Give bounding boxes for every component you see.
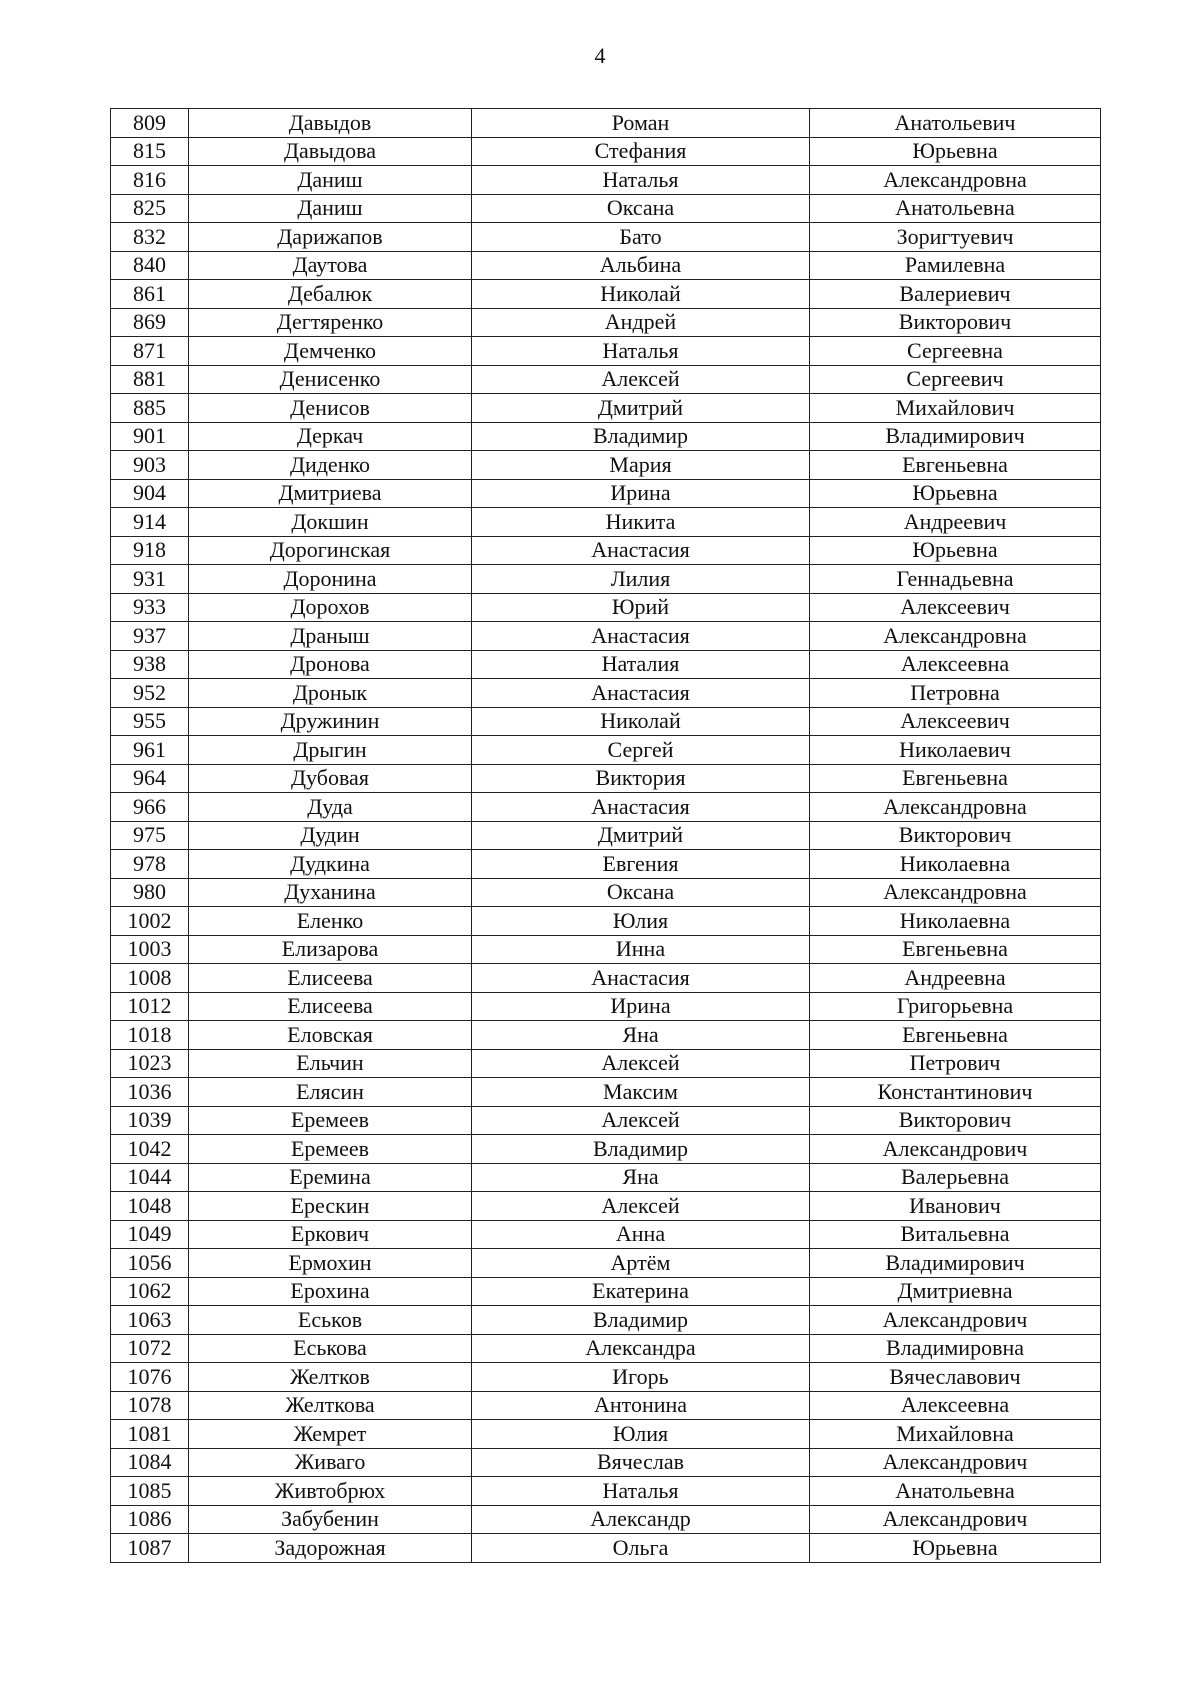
surname-cell: Дегтяренко [189, 308, 472, 337]
given-name-cell: Анастасия [472, 964, 810, 993]
table-row [111, 1192, 1101, 1221]
given-name-cell: Бато [472, 223, 810, 252]
patronymic-cell: Владимирович [810, 1249, 1101, 1278]
row-number-cell: 975 [111, 821, 189, 850]
row-number-cell: 1086 [111, 1505, 189, 1534]
patronymic-cell: Дмитриевна [810, 1277, 1101, 1306]
row-number-cell: 1003 [111, 935, 189, 964]
table-row [111, 992, 1101, 1021]
given-name-cell: Никита [472, 508, 810, 537]
patronymic-cell: Владимирович [810, 422, 1101, 451]
row-number-cell: 816 [111, 166, 189, 195]
given-name-cell: Яна [472, 1163, 810, 1192]
surname-cell: Дронова [189, 650, 472, 679]
given-name-cell: Дмитрий [472, 821, 810, 850]
given-name-cell: Дмитрий [472, 394, 810, 423]
given-name-cell: Юрий [472, 593, 810, 622]
table-row [111, 565, 1101, 594]
row-number-cell: 840 [111, 251, 189, 280]
given-name-cell: Юлия [472, 907, 810, 936]
patronymic-cell: Александрович [810, 1135, 1101, 1164]
surname-cell: Живаго [189, 1448, 472, 1477]
surname-cell: Дубовая [189, 764, 472, 793]
row-number-cell: 1044 [111, 1163, 189, 1192]
given-name-cell: Анна [472, 1220, 810, 1249]
table-row [111, 1477, 1101, 1506]
patronymic-cell: Викторович [810, 308, 1101, 337]
surname-cell: Елизарова [189, 935, 472, 964]
patronymic-cell: Евгеньевна [810, 764, 1101, 793]
surname-cell: Задорожная [189, 1534, 472, 1563]
patronymic-cell: Рамилевна [810, 251, 1101, 280]
row-number-cell: 815 [111, 137, 189, 166]
surname-cell: Еськов [189, 1306, 472, 1335]
surname-cell: Елясин [189, 1078, 472, 1107]
given-name-cell: Андрей [472, 308, 810, 337]
surname-cell: Дружинин [189, 707, 472, 736]
given-name-cell: Оксана [472, 194, 810, 223]
patronymic-cell: Александровна [810, 878, 1101, 907]
patronymic-cell: Валериевич [810, 280, 1101, 309]
table-row [111, 365, 1101, 394]
patronymic-cell: Александрович [810, 1306, 1101, 1335]
row-number-cell: 980 [111, 878, 189, 907]
patronymic-cell: Михайловна [810, 1420, 1101, 1449]
row-number-cell: 1012 [111, 992, 189, 1021]
table-row [111, 479, 1101, 508]
patronymic-cell: Евгеньевна [810, 451, 1101, 480]
row-number-cell: 1036 [111, 1078, 189, 1107]
given-name-cell: Вячеслав [472, 1448, 810, 1477]
patronymic-cell: Александрович [810, 1448, 1101, 1477]
surname-cell: Еленко [189, 907, 472, 936]
row-number-cell: 1039 [111, 1106, 189, 1135]
row-number-cell: 901 [111, 422, 189, 451]
table-row [111, 422, 1101, 451]
given-name-cell: Ирина [472, 479, 810, 508]
table-row [111, 1135, 1101, 1164]
patronymic-cell: Николаевна [810, 907, 1101, 936]
surname-cell: Ерохина [189, 1277, 472, 1306]
patronymic-cell: Петровна [810, 679, 1101, 708]
patronymic-cell: Алексеевна [810, 1391, 1101, 1420]
patronymic-cell: Александровна [810, 622, 1101, 651]
patronymic-cell: Александрович [810, 1505, 1101, 1534]
given-name-cell: Лилия [472, 565, 810, 594]
row-number-cell: 809 [111, 109, 189, 138]
row-number-cell: 861 [111, 280, 189, 309]
given-name-cell: Алексей [472, 1192, 810, 1221]
surname-cell: Забубенин [189, 1505, 472, 1534]
patronymic-cell: Александровна [810, 793, 1101, 822]
table-row [111, 337, 1101, 366]
patronymic-cell: Анатольевич [810, 109, 1101, 138]
surname-cell: Желткова [189, 1391, 472, 1420]
table-row [111, 707, 1101, 736]
row-number-cell: 903 [111, 451, 189, 480]
surname-cell: Докшин [189, 508, 472, 537]
given-name-cell: Александра [472, 1334, 810, 1363]
row-number-cell: 1063 [111, 1306, 189, 1335]
surname-cell: Дорохов [189, 593, 472, 622]
table-row [111, 850, 1101, 879]
table-row [111, 764, 1101, 793]
patronymic-cell: Юрьевна [810, 137, 1101, 166]
row-number-cell: 978 [111, 850, 189, 879]
table-row [111, 793, 1101, 822]
given-name-cell: Алексей [472, 365, 810, 394]
row-number-cell: 933 [111, 593, 189, 622]
table-row [111, 394, 1101, 423]
surname-cell: Демченко [189, 337, 472, 366]
given-name-cell: Мария [472, 451, 810, 480]
given-name-cell: Анастасия [472, 679, 810, 708]
row-number-cell: 1018 [111, 1021, 189, 1050]
row-number-cell: 918 [111, 536, 189, 565]
row-number-cell: 1076 [111, 1363, 189, 1392]
row-number-cell: 1084 [111, 1448, 189, 1477]
patronymic-cell: Зоригтуевич [810, 223, 1101, 252]
table-row [111, 223, 1101, 252]
table-row [111, 736, 1101, 765]
surname-cell: Елисеева [189, 964, 472, 993]
row-number-cell: 1087 [111, 1534, 189, 1563]
surname-cell: Диденко [189, 451, 472, 480]
given-name-cell: Юлия [472, 1420, 810, 1449]
row-number-cell: 869 [111, 308, 189, 337]
surname-cell: Елисеева [189, 992, 472, 1021]
row-number-cell: 914 [111, 508, 189, 537]
patronymic-cell: Анатольевна [810, 194, 1101, 223]
given-name-cell: Николай [472, 280, 810, 309]
row-number-cell: 931 [111, 565, 189, 594]
given-name-cell: Максим [472, 1078, 810, 1107]
surname-cell: Ерескин [189, 1192, 472, 1221]
patronymic-cell: Сергеевна [810, 337, 1101, 366]
patronymic-cell: Геннадьевна [810, 565, 1101, 594]
given-name-cell: Оксана [472, 878, 810, 907]
patronymic-cell: Николаевич [810, 736, 1101, 765]
row-number-cell: 871 [111, 337, 189, 366]
patronymic-cell: Юрьевна [810, 536, 1101, 565]
row-number-cell: 966 [111, 793, 189, 822]
patronymic-cell: Викторович [810, 821, 1101, 850]
row-number-cell: 904 [111, 479, 189, 508]
table-row [111, 1249, 1101, 1278]
given-name-cell: Антонина [472, 1391, 810, 1420]
row-number-cell: 1008 [111, 964, 189, 993]
surname-cell: Даниш [189, 166, 472, 195]
surname-cell: Драныш [189, 622, 472, 651]
surname-cell: Еркович [189, 1220, 472, 1249]
surname-cell: Жемрет [189, 1420, 472, 1449]
table-row [111, 1420, 1101, 1449]
surname-cell: Еремина [189, 1163, 472, 1192]
row-number-cell: 1081 [111, 1420, 189, 1449]
table-row [111, 1391, 1101, 1420]
table-row [111, 137, 1101, 166]
table-row [111, 1334, 1101, 1363]
given-name-cell: Артём [472, 1249, 810, 1278]
given-name-cell: Роман [472, 109, 810, 138]
row-number-cell: 1023 [111, 1049, 189, 1078]
table-row [111, 1163, 1101, 1192]
patronymic-cell: Григорьевна [810, 992, 1101, 1021]
table-row [111, 935, 1101, 964]
patronymic-cell: Владимировна [810, 1334, 1101, 1363]
row-number-cell: 832 [111, 223, 189, 252]
row-number-cell: 1049 [111, 1220, 189, 1249]
row-number-cell: 955 [111, 707, 189, 736]
surname-cell: Дебалюк [189, 280, 472, 309]
patronymic-cell: Александровна [810, 166, 1101, 195]
surname-cell: Ельчин [189, 1049, 472, 1078]
patronymic-cell: Валерьевна [810, 1163, 1101, 1192]
row-number-cell: 964 [111, 764, 189, 793]
surname-cell: Давыдова [189, 137, 472, 166]
given-name-cell: Наталия [472, 650, 810, 679]
roster-table [110, 108, 1101, 1563]
table-row [111, 878, 1101, 907]
given-name-cell: Виктория [472, 764, 810, 793]
surname-cell: Даниш [189, 194, 472, 223]
patronymic-cell: Иванович [810, 1192, 1101, 1221]
patronymic-cell: Алексеевна [810, 650, 1101, 679]
given-name-cell: Евгения [472, 850, 810, 879]
patronymic-cell: Вячеславович [810, 1363, 1101, 1392]
given-name-cell: Николай [472, 707, 810, 736]
given-name-cell: Ольга [472, 1534, 810, 1563]
row-number-cell: 885 [111, 394, 189, 423]
given-name-cell: Игорь [472, 1363, 810, 1392]
patronymic-cell: Юрьевна [810, 479, 1101, 508]
patronymic-cell: Анатольевна [810, 1477, 1101, 1506]
patronymic-cell: Петрович [810, 1049, 1101, 1078]
table-row [111, 1049, 1101, 1078]
table-row [111, 451, 1101, 480]
row-number-cell: 938 [111, 650, 189, 679]
surname-cell: Дуда [189, 793, 472, 822]
roster-table-body [111, 109, 1101, 1563]
row-number-cell: 952 [111, 679, 189, 708]
row-number-cell: 961 [111, 736, 189, 765]
patronymic-cell: Алексеевич [810, 707, 1101, 736]
surname-cell: Еськова [189, 1334, 472, 1363]
table-row [111, 1505, 1101, 1534]
table-row [111, 1306, 1101, 1335]
table-row [111, 622, 1101, 651]
table-row [111, 1363, 1101, 1392]
surname-cell: Дарижапов [189, 223, 472, 252]
given-name-cell: Алексей [472, 1106, 810, 1135]
surname-cell: Деркач [189, 422, 472, 451]
patronymic-cell: Константинович [810, 1078, 1101, 1107]
given-name-cell: Анастасия [472, 793, 810, 822]
table-row [111, 109, 1101, 138]
table-row [111, 1021, 1101, 1050]
surname-cell: Денисенко [189, 365, 472, 394]
table-row [111, 194, 1101, 223]
given-name-cell: Анастасия [472, 622, 810, 651]
table-row [111, 1078, 1101, 1107]
table-row [111, 308, 1101, 337]
surname-cell: Еловская [189, 1021, 472, 1050]
surname-cell: Давыдов [189, 109, 472, 138]
surname-cell: Духанина [189, 878, 472, 907]
given-name-cell: Яна [472, 1021, 810, 1050]
table-row [111, 650, 1101, 679]
surname-cell: Дудкина [189, 850, 472, 879]
patronymic-cell: Андреевич [810, 508, 1101, 537]
row-number-cell: 1056 [111, 1249, 189, 1278]
patronymic-cell: Михайлович [810, 394, 1101, 423]
surname-cell: Дрыгин [189, 736, 472, 765]
row-number-cell: 825 [111, 194, 189, 223]
surname-cell: Еремеев [189, 1106, 472, 1135]
row-number-cell: 1062 [111, 1277, 189, 1306]
table-row [111, 280, 1101, 309]
surname-cell: Денисов [189, 394, 472, 423]
table-row [111, 166, 1101, 195]
page-number: 4 [594, 43, 606, 68]
row-number-cell: 937 [111, 622, 189, 651]
table-row [111, 508, 1101, 537]
given-name-cell: Александр [472, 1505, 810, 1534]
surname-cell: Желтков [189, 1363, 472, 1392]
row-number-cell: 1072 [111, 1334, 189, 1363]
table-row [111, 907, 1101, 936]
given-name-cell: Владимир [472, 1306, 810, 1335]
given-name-cell: Алексей [472, 1049, 810, 1078]
given-name-cell: Владимир [472, 1135, 810, 1164]
table-row [111, 679, 1101, 708]
row-number-cell: 1085 [111, 1477, 189, 1506]
row-number-cell: 1002 [111, 907, 189, 936]
table-row [111, 1277, 1101, 1306]
row-number-cell: 1078 [111, 1391, 189, 1420]
surname-cell: Дудин [189, 821, 472, 850]
row-number-cell: 1048 [111, 1192, 189, 1221]
table-row [111, 1448, 1101, 1477]
patronymic-cell: Витальевна [810, 1220, 1101, 1249]
given-name-cell: Наталья [472, 1477, 810, 1506]
patronymic-cell: Викторович [810, 1106, 1101, 1135]
given-name-cell: Альбина [472, 251, 810, 280]
patronymic-cell: Евгеньевна [810, 935, 1101, 964]
table-row [111, 1106, 1101, 1135]
surname-cell: Дмитриева [189, 479, 472, 508]
surname-cell: Дронык [189, 679, 472, 708]
table-row [111, 1534, 1101, 1563]
given-name-cell: Анастасия [472, 536, 810, 565]
patronymic-cell: Николаевна [810, 850, 1101, 879]
row-number-cell: 881 [111, 365, 189, 394]
patronymic-cell: Сергеевич [810, 365, 1101, 394]
given-name-cell: Екатерина [472, 1277, 810, 1306]
given-name-cell: Сергей [472, 736, 810, 765]
patronymic-cell: Алексеевич [810, 593, 1101, 622]
surname-cell: Еремеев [189, 1135, 472, 1164]
given-name-cell: Наталья [472, 166, 810, 195]
patronymic-cell: Юрьевна [810, 1534, 1101, 1563]
table-row [111, 964, 1101, 993]
table-row [111, 593, 1101, 622]
patronymic-cell: Евгеньевна [810, 1021, 1101, 1050]
row-number-cell: 1042 [111, 1135, 189, 1164]
given-name-cell: Инна [472, 935, 810, 964]
surname-cell: Живтобрюх [189, 1477, 472, 1506]
table-row [111, 251, 1101, 280]
given-name-cell: Ирина [472, 992, 810, 1021]
surname-cell: Даутова [189, 251, 472, 280]
table-row [111, 1220, 1101, 1249]
surname-cell: Доронина [189, 565, 472, 594]
given-name-cell: Стефания [472, 137, 810, 166]
surname-cell: Ермохин [189, 1249, 472, 1278]
table-row [111, 821, 1101, 850]
table-row [111, 536, 1101, 565]
given-name-cell: Владимир [472, 422, 810, 451]
surname-cell: Дорогинская [189, 536, 472, 565]
given-name-cell: Наталья [472, 337, 810, 366]
patronymic-cell: Андреевна [810, 964, 1101, 993]
